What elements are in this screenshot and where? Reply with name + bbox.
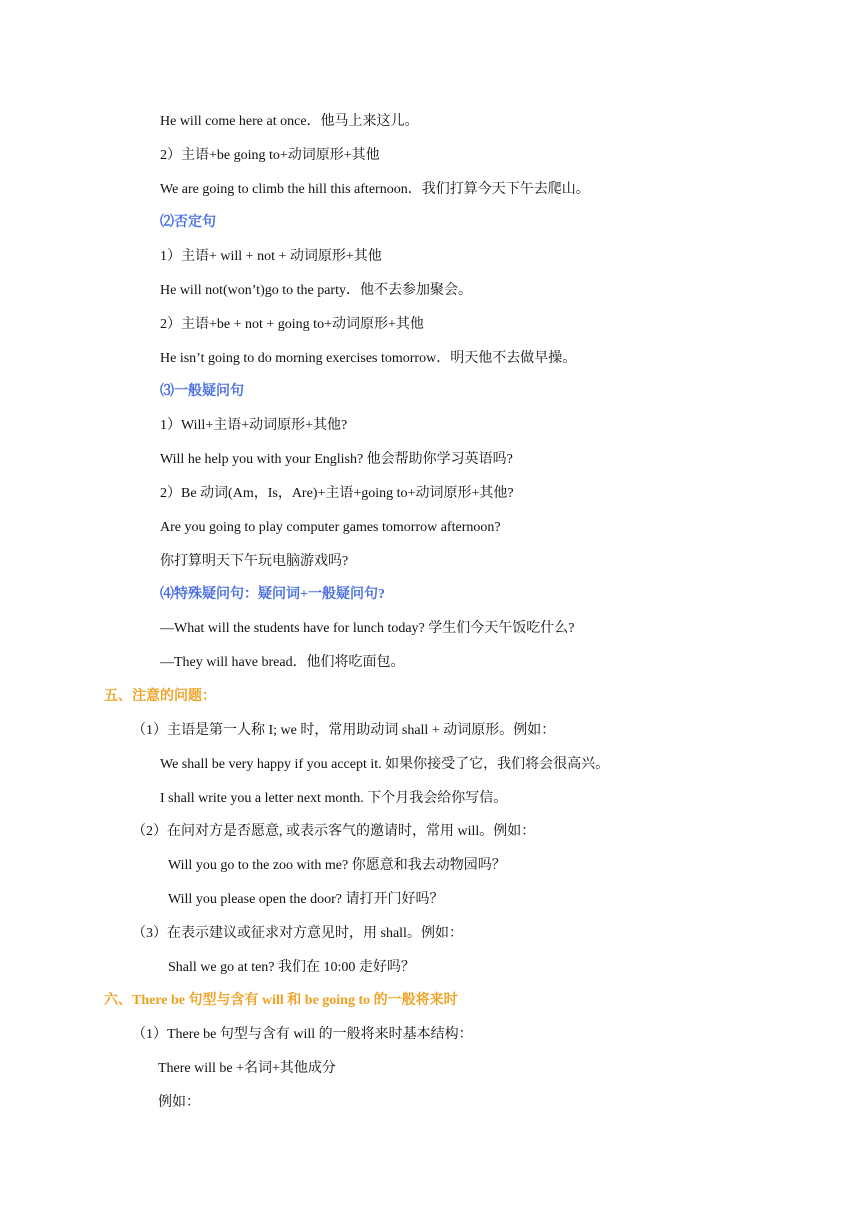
example-sentence: —What will the students have for lunch today? 学生们今天午饭吃什么?	[160, 621, 575, 636]
section-heading-notes: 五、注意的问题：	[104, 689, 216, 704]
example-sentence: Shall we go at ten? 我们在 10:00 走好吗？	[168, 960, 415, 975]
section-heading-there-be: 六、There be 句型与含有 will 和 be going to 的一般将来时	[104, 993, 458, 1008]
example-sentence: He isn’t going to do morning exercises tomorrow．明天他不去做早操。	[160, 351, 577, 366]
example-sentence: We shall be very happy if you accept it. 如果你接受了它，我们将会很高兴。	[160, 757, 610, 772]
section-heading-yes-no-question: ⑶一般疑问句	[160, 384, 244, 399]
example-label: 例如：	[158, 1095, 200, 1110]
note-item: （1）There be 句型与含有 will 的一般将来时基本结构：	[132, 1027, 473, 1042]
structure-rule: 1）主语+ will + not + 动词原形+其他	[160, 249, 382, 264]
example-sentence: —They will have bread．他们将吃面包。	[160, 655, 405, 670]
note-item: （2）在问对方是否愿意, 或表示客气的邀请时，常用 will。例如：	[132, 824, 536, 839]
example-sentence: We are going to climb the hill this afternoon．我们打算今天下午去爬山。	[160, 182, 590, 197]
structure-rule: 2）主语+be + not + going to+动词原形+其他	[160, 317, 424, 332]
example-sentence: I shall write you a letter next month. 下个月我会给你写信。	[160, 791, 508, 806]
note-item: （1）主语是第一人称 I; we 时，常用助动词 shall + 动词原形。例如：	[132, 723, 556, 738]
structure-rule: 2）Be 动词(Am，Is，Are)+主语+going to+动词原形+其他?	[160, 486, 514, 501]
structure-rule: 1）Will+主语+动词原形+其他?	[160, 418, 348, 433]
example-sentence: Will you please open the door? 请打开门好吗？	[168, 892, 444, 907]
section-heading-negative: ⑵否定句	[160, 215, 216, 230]
example-sentence: Are you going to play computer games tomorrow afternoon?	[160, 520, 501, 535]
structure-rule: 2）主语+be going to+动词原形+其他	[160, 148, 380, 163]
example-sentence: Will you go to the zoo with me? 你愿意和我去动物园吗？	[168, 858, 506, 873]
section-heading-wh-question: ⑷特殊疑问句：疑问词+一般疑问句?	[160, 587, 385, 602]
example-sentence: Will he help you with your English? 他会帮助你学习英语吗?	[160, 452, 513, 467]
example-sentence: He will come here at once．他马上来这儿。	[160, 114, 419, 129]
structure-rule: There will be +名词+其他成分	[158, 1061, 336, 1076]
example-translation: 你打算明天下午玩电脑游戏吗?	[160, 554, 349, 569]
note-item: （3）在表示建议或征求对方意见时，用 shall。例如：	[132, 926, 463, 941]
example-sentence: He will not(won’t)go to the party．他不去参加聚会。	[160, 283, 472, 298]
